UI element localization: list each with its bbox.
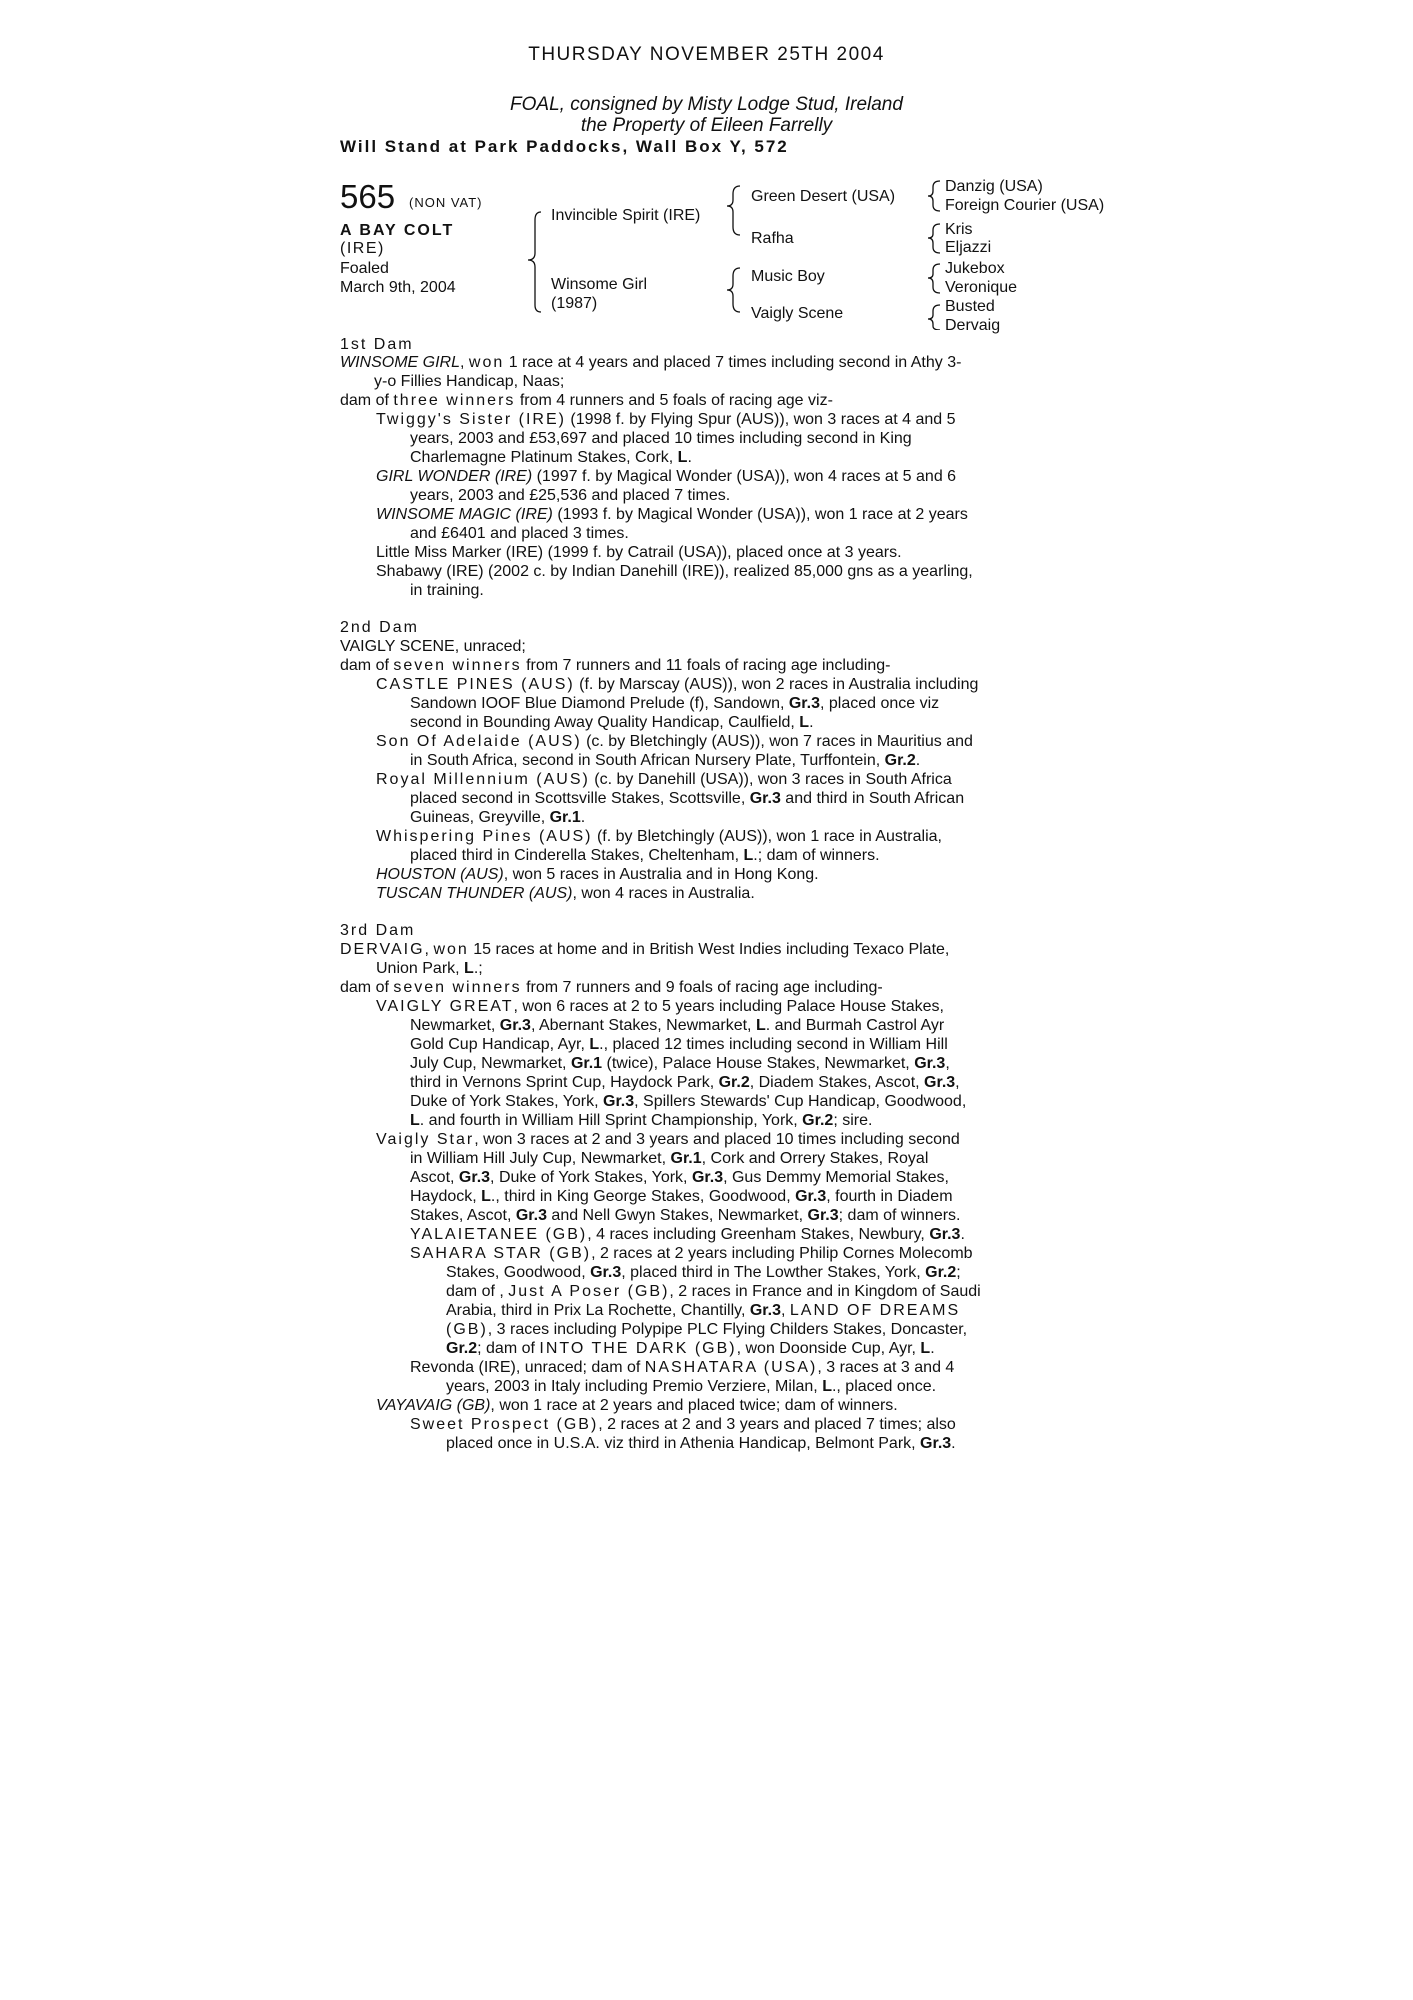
vat-status: (NON VAT)	[409, 195, 483, 210]
note-text: INTO THE DARK (GB)	[539, 1340, 737, 1357]
note-line	[376, 827, 942, 846]
note-text: July Cup, Newmarket,	[410, 1055, 571, 1072]
note-text: placed second in Scottsville Stakes, Scottsville,	[410, 790, 750, 807]
note-text: Gr.3	[795, 1188, 827, 1205]
note-text: ,	[780, 1302, 790, 1319]
note-line	[410, 1206, 960, 1225]
note-text: Newmarket,	[410, 1017, 500, 1034]
note-text: , fourth in Diadem	[826, 1188, 953, 1205]
note-text: Gold Cup Handicap, Ayr,	[410, 1036, 590, 1053]
note-text: (twice), Palace House Stakes, Newmarket,	[602, 1055, 915, 1072]
note-line	[340, 618, 419, 637]
note-text: ,	[424, 941, 434, 958]
note-line	[446, 1377, 936, 1396]
note-text: (1998 f. by Flying Spur (AUS)), won 3 races at 4 and 5	[565, 411, 956, 428]
note-text: Sandown IOOF Blue Diamond Prelude (f), Sandown,	[410, 695, 789, 712]
note-text: from 7 runners and 9 foals of racing age including-	[521, 979, 883, 996]
note-text: , Diadem Stakes, Ascot,	[749, 1074, 925, 1091]
note-text: , 2 races at 2 years including Philip Cornes Molecomb	[591, 1245, 973, 1262]
note-line	[376, 770, 952, 789]
note-text: YALAIETANEE (GB)	[410, 1226, 588, 1243]
dam-sire: Music Boy	[751, 268, 825, 285]
note-line	[410, 751, 920, 770]
note-text: , won 4 races in Australia.	[572, 885, 755, 902]
note-line	[410, 808, 585, 827]
note-line	[340, 921, 415, 940]
note-text: in training.	[410, 582, 484, 599]
note-text: .	[951, 1435, 956, 1452]
note-text: ; dam of	[477, 1340, 540, 1357]
note-text: Stakes, Ascot,	[410, 1207, 516, 1224]
note-text: Gr.3	[499, 1017, 531, 1034]
note-text: ., placed once.	[831, 1378, 937, 1395]
note-text: dam of	[340, 392, 394, 409]
sire-dam: Rafha	[751, 230, 794, 247]
note-text: , won Doonside Cup, Ayr,	[736, 1340, 921, 1357]
note-text: Ascot,	[410, 1169, 459, 1186]
lot-number: 565	[340, 178, 396, 215]
note-text: 1st Dam	[340, 336, 414, 353]
consignor-line: FOAL, consigned by Misty Lodge Stud, Ireland	[510, 94, 903, 115]
note-text: in South Africa, second in South African Nursery Plate, Turffontein,	[410, 752, 885, 769]
note-text: Gr.3	[929, 1226, 961, 1243]
dam-dam-dam: Dervaig	[945, 317, 1001, 334]
note-text: HOUSTON (AUS)	[376, 866, 504, 883]
note-text: ;	[956, 1264, 961, 1281]
note-text: , Spillers Stewards' Cup Handicap, Goodwood,	[634, 1093, 967, 1110]
note-line	[446, 1434, 956, 1453]
note-text: , 2 races at 2 and 3 years and placed 7 times; also	[598, 1416, 956, 1433]
note-text: Gr.2	[718, 1074, 750, 1091]
note-text: Gr.1	[549, 809, 581, 826]
note-text: L	[755, 1017, 766, 1034]
note-text: ; sire.	[833, 1112, 873, 1129]
note-text: from 4 runners and 5 foals of racing age viz-	[515, 392, 833, 409]
note-text: Shabawy (IRE) (2002 c. by Indian Danehill (IRE)), realized 85,000 gns as a yearling,	[376, 563, 973, 580]
note-text: Gr.3	[924, 1074, 956, 1091]
note-text: three winners	[393, 392, 516, 409]
note-text: Gr.1	[570, 1055, 603, 1072]
horse-origin: (IRE)	[340, 240, 385, 257]
note-text: Gr.3	[590, 1264, 622, 1281]
note-text: Vaigly Star	[376, 1131, 475, 1148]
note-line	[376, 1396, 898, 1415]
note-text: Gr.2	[884, 752, 916, 769]
foaled-label: Foaled	[340, 260, 389, 277]
note-text: (f. by Marscay (AUS)), won 2 races in Australia including	[574, 676, 979, 693]
sire-dam-sire: Kris	[945, 221, 973, 238]
note-line	[340, 353, 961, 372]
note-line	[340, 391, 833, 410]
note-line	[410, 789, 964, 808]
note-text: L	[743, 847, 754, 864]
note-text: Gr.3	[920, 1435, 952, 1452]
note-text: Whispering Pines (AUS)	[376, 828, 593, 845]
foaled-date: March 9th, 2004	[340, 279, 456, 296]
sire-sire: Green Desert (USA)	[751, 188, 896, 205]
note-line	[446, 1282, 981, 1301]
note-text: Haydock,	[410, 1188, 482, 1205]
note-line	[410, 846, 880, 865]
note-line	[410, 694, 939, 713]
note-text: , Cork and Orrery Stakes, Royal	[701, 1150, 929, 1167]
note-text: seven winners	[393, 657, 522, 674]
note-text: NASHATARA (USA)	[644, 1359, 818, 1376]
note-line	[374, 372, 564, 391]
note-text: ., third in King George Stakes, Goodwood,	[490, 1188, 796, 1205]
note-text: years, 2003 and £53,697 and placed 10 times including second in King	[410, 430, 912, 447]
note-line	[410, 1111, 872, 1130]
note-text: won	[433, 941, 469, 958]
note-line	[340, 940, 949, 959]
note-text: ; dam of winners.	[838, 1207, 961, 1224]
note-text: .	[580, 809, 586, 826]
note-text: , Gus Demmy Memorial Stakes,	[723, 1169, 949, 1186]
note-text: Gr.3	[749, 790, 781, 807]
note-text: Twiggy's Sister (IRE)	[376, 411, 566, 428]
note-line	[376, 959, 483, 978]
note-text: Little Miss Marker (IRE) (1999 f. by Catrail (USA)), placed once at 3 years.	[376, 544, 902, 561]
note-text: and third in South African	[780, 790, 965, 807]
note-line	[410, 1415, 956, 1434]
note-text: (1993 f. by Magical Wonder (USA)), won 1 race at 2 years	[552, 506, 968, 523]
note-text: L	[920, 1340, 931, 1357]
note-text: years, 2003 in Italy including Premio Verziere, Milan,	[446, 1378, 823, 1395]
note-text: 15 races at home and in British West Indies including Texaco Plate,	[468, 941, 950, 958]
sale-date-heading: THURSDAY NOVEMBER 25TH 2004	[528, 44, 885, 65]
note-text: Gr.2	[446, 1340, 478, 1357]
note-text: Gr.2	[925, 1264, 957, 1281]
note-line	[446, 1301, 960, 1320]
note-text: (GB)	[446, 1321, 488, 1338]
note-line	[376, 467, 956, 486]
note-text: L	[410, 1112, 420, 1129]
note-text: L	[589, 1036, 600, 1053]
note-text: DERVAIG	[340, 941, 425, 958]
note-text: ,	[955, 1074, 960, 1091]
note-text: SAHARA STAR (GB)	[410, 1245, 592, 1262]
note-text: .;	[473, 960, 483, 977]
note-line	[376, 562, 973, 581]
note-text: , won 5 races in Australia and in Hong Kong.	[503, 866, 819, 883]
sire-sire-dam: Foreign Courier (USA)	[945, 197, 1105, 214]
dam-dam-sire: Busted	[945, 298, 995, 315]
note-text: dam of	[340, 657, 394, 674]
note-line	[376, 997, 944, 1016]
note-text: Gr.3	[515, 1207, 547, 1224]
note-text: Son Of Adelaide (AUS)	[376, 733, 582, 750]
note-line	[410, 429, 912, 448]
note-text: L	[799, 714, 810, 731]
note-text: , Duke of York Stakes, York,	[490, 1169, 692, 1186]
note-text: won	[468, 354, 505, 371]
note-text: .	[930, 1340, 935, 1357]
note-text: Gr.3	[458, 1169, 491, 1186]
note-text: Gr.1	[670, 1150, 702, 1167]
note-line	[410, 448, 692, 467]
note-text: Gr.3	[603, 1093, 635, 1110]
note-text: GIRL WONDER (IRE)	[376, 468, 533, 485]
note-line	[376, 675, 978, 694]
note-text: Charlemagne Platinum Stakes, Cork,	[410, 449, 678, 466]
dam-year: (1987)	[551, 295, 598, 312]
note-line	[410, 1187, 953, 1206]
note-text: , 3 races at 3 and 4	[817, 1359, 955, 1376]
dam-name: Winsome Girl	[551, 276, 648, 293]
note-text: . and Burmah Castrol Ayr	[765, 1017, 945, 1034]
note-line	[410, 1149, 928, 1168]
note-text: .; dam of winners.	[753, 847, 880, 864]
note-line	[376, 410, 955, 429]
note-line	[340, 978, 883, 997]
note-line	[340, 656, 890, 675]
note-line	[446, 1263, 961, 1282]
note-text: Revonda (IRE), unraced; dam of	[410, 1359, 645, 1376]
note-text: placed third in Cinderella Stakes, Cheltenham,	[410, 847, 744, 864]
note-line	[446, 1339, 935, 1358]
note-text: .	[915, 752, 921, 769]
note-text: ,	[460, 354, 469, 371]
note-line	[410, 1016, 944, 1035]
note-text: Gr.2	[802, 1112, 834, 1129]
note-text: , 3 races including Polypipe PLC Flying Childers Stakes, Doncaster,	[487, 1321, 968, 1338]
note-line	[376, 865, 819, 884]
dam-dam: Vaigly Scene	[751, 305, 844, 322]
note-text: Gr.3	[749, 1302, 781, 1319]
note-line	[376, 732, 973, 751]
note-line	[410, 581, 484, 600]
note-text: CASTLE PINES (AUS)	[376, 676, 575, 693]
note-text: and £6401 and placed 3 times.	[410, 525, 629, 542]
note-text: VAIGLY SCENE, unraced;	[340, 638, 526, 655]
stabling-location: Will Stand at Park Paddocks, Wall Box Y, 572	[340, 137, 789, 156]
note-text: (f. by Bletchingly (AUS)), won 1 race in Australia,	[592, 828, 942, 845]
note-text: .	[809, 714, 814, 731]
note-line	[340, 637, 526, 656]
note-text: (1997 f. by Magical Wonder (USA)), won 4 races at 5 and 6	[532, 468, 957, 485]
note-text: dam of ,	[446, 1283, 509, 1300]
note-text: Sweet Prospect (GB)	[410, 1416, 599, 1433]
note-text: Duke of York Stakes, York,	[410, 1093, 604, 1110]
note-text: Arabia, third in Prix La Rochette, Chantilly,	[446, 1302, 750, 1319]
note-text: y-o Fillies Handicap, Naas;	[374, 373, 565, 390]
note-text: and Nell Gwyn Stakes, Newmarket,	[546, 1207, 808, 1224]
note-line	[410, 486, 730, 505]
note-text: Gr.3	[788, 695, 820, 712]
note-text: . and fourth in William Hill Sprint Championship, York,	[419, 1112, 803, 1129]
note-text: from 7 runners and 11 foals of racing age including-	[521, 657, 891, 674]
note-text: L	[464, 960, 474, 977]
note-line	[410, 1035, 948, 1054]
note-text: ., placed 12 times including second in William Hill	[599, 1036, 948, 1053]
note-line	[410, 1244, 973, 1263]
note-line	[410, 1073, 960, 1092]
note-text: , won 1 race at 2 years and placed twice; dam of winners.	[490, 1397, 898, 1414]
note-text: TUSCAN THUNDER (AUS)	[376, 885, 573, 902]
dam-sire-sire: Jukebox	[945, 260, 1005, 277]
note-text: VAIGLY GREAT	[376, 998, 514, 1015]
note-line	[376, 543, 902, 562]
note-line	[410, 1092, 966, 1111]
note-text: seven winners	[393, 979, 522, 996]
property-line: the Property of Eileen Farrelly	[580, 115, 833, 136]
dam-sire-dam: Veronique	[945, 279, 1018, 296]
note-text: (c. by Danehill (USA)), won 3 races in South Africa	[589, 771, 952, 788]
note-text: (c. by Bletchingly (AUS)), won 7 races in Mauritius and	[581, 733, 973, 750]
note-line	[376, 884, 755, 903]
pedigree-brackets	[0, 0, 1413, 330]
note-text: , Abernant Stakes, Newmarket,	[530, 1017, 756, 1034]
note-text: Union Park,	[376, 960, 465, 977]
note-text: L	[481, 1188, 491, 1205]
note-text: .	[687, 449, 692, 466]
note-text: Just A Poser (GB)	[508, 1283, 670, 1300]
sire-name: Invincible Spirit (IRE)	[551, 207, 701, 224]
note-line	[410, 1358, 954, 1377]
note-text: Gr.3	[691, 1169, 724, 1186]
note-text: , placed once viz	[820, 695, 940, 712]
note-text: years, 2003 and £25,536 and placed 7 times.	[410, 487, 731, 504]
note-text: L	[822, 1378, 832, 1395]
note-text: , won 3 races at 2 and 3 years and placed 10 times including second	[474, 1131, 960, 1148]
note-text: 1 race at 4 years and placed 7 times including second in Athy 3-	[504, 354, 962, 371]
note-text: Stakes, Goodwood,	[446, 1264, 591, 1281]
note-line	[410, 1054, 950, 1073]
note-text: in William Hill July Cup, Newmarket,	[410, 1150, 671, 1167]
note-line	[446, 1320, 967, 1339]
note-text: LAND OF DREAMS	[789, 1302, 961, 1319]
sire-dam-dam: Eljazzi	[945, 239, 992, 256]
note-text: Guineas, Greyville,	[410, 809, 550, 826]
note-text: Royal Millennium (AUS)	[376, 771, 590, 788]
note-line	[376, 1130, 960, 1149]
note-text: .	[960, 1226, 965, 1243]
note-line	[410, 1225, 965, 1244]
note-text: , 4 races including Greenham Stakes, Newbury,	[587, 1226, 930, 1243]
note-text: , placed third in The Lowther Stakes, York,	[621, 1264, 926, 1281]
note-line	[376, 505, 968, 524]
note-text: 2nd Dam	[340, 619, 419, 636]
note-text: , 2 races in France and in Kingdom of Saudi	[669, 1283, 981, 1300]
note-text: third in Vernons Sprint Cup, Haydock Park,	[410, 1074, 719, 1091]
note-text: 3rd Dam	[340, 922, 416, 939]
sire-sire-sire: Danzig (USA)	[945, 178, 1043, 195]
note-text: WINSOME MAGIC (IRE)	[376, 506, 553, 523]
note-text: , won 6 races at 2 to 5 years including Palace House Stakes,	[513, 998, 944, 1015]
note-text: placed once in U.S.A. viz third in Athenia Handicap, Belmont Park,	[446, 1435, 921, 1452]
note-text: Gr.3	[807, 1207, 839, 1224]
note-line	[340, 335, 414, 354]
note-line	[410, 713, 814, 732]
note-line	[410, 1168, 949, 1187]
note-text: Gr.3	[914, 1055, 946, 1072]
note-text: dam of	[340, 979, 394, 996]
note-line	[410, 524, 629, 543]
note-text: ,	[945, 1055, 950, 1072]
note-text: L	[677, 449, 688, 466]
note-text: second in Bounding Away Quality Handicap, Caulfield,	[410, 714, 800, 731]
horse-description: A BAY COLT	[340, 222, 455, 239]
note-text: VAYAVAIG (GB)	[376, 1397, 491, 1414]
note-text: WINSOME GIRL	[340, 354, 461, 371]
